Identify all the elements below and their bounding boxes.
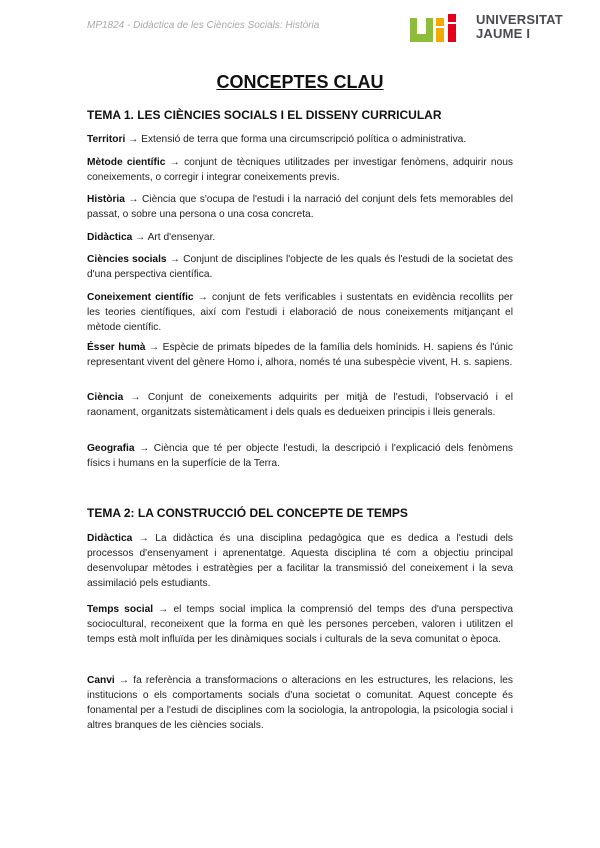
definition: conjunt de fets verificables i sustentats en evidència recollits per les teories científiques, així com l'estudi i elaboració de nous coneixements mitjançant el mètode científic. — [87, 292, 513, 333]
entry-esser-huma — [87, 340, 513, 370]
arrow: → — [125, 134, 142, 145]
entry-geografia — [87, 441, 513, 471]
arrow: → — [193, 292, 213, 303]
entry-temps-social — [87, 602, 513, 647]
term: Ciències socials — [87, 254, 167, 265]
term: Didàctica — [87, 533, 133, 544]
entry-territori — [87, 132, 513, 147]
definition: Ciència que té per objecte l'estudi, la descripció i l'explicació dels fenòmens físics i humans en la superfície de la Terra. — [87, 443, 513, 469]
entry-canvi — [87, 673, 513, 733]
arrow: → — [123, 392, 148, 403]
arrow: → — [165, 157, 185, 168]
entry-didactica — [87, 230, 513, 245]
definition: conjunt de tècniques utilitzades per investigar fenòmens, adquirir nous coneixements, o corregir i integrar coneixements previs. — [87, 157, 513, 183]
term: Territori — [87, 134, 126, 145]
arrow: → — [124, 194, 142, 205]
arrow: → — [134, 443, 154, 454]
logo-line-1: UNIVERSITAT — [476, 12, 563, 27]
section-title-tema-2: TEMA 2: LA CONSTRUCCIÓ DEL CONCEPTE DE TEMPS — [87, 506, 408, 520]
term: Ciència — [87, 392, 124, 403]
term: Canvi — [87, 675, 115, 686]
term: Didàctica — [87, 232, 133, 243]
definition: Conjunt de disciplines l'objecte de les quals és l'estudi de la societat des d'una perspectiva científica. — [87, 254, 513, 280]
logo-line-2: JAUME I — [476, 26, 531, 41]
uji-logo-icon — [410, 14, 466, 42]
entry-metode-cientific — [87, 155, 513, 185]
university-logo — [410, 13, 580, 43]
definition: La didàctica és una disciplina pedagògica que es dedica a l'estudi dels processos d'ensenyament i aprenentatge. Aquesta disciplina té com a objectiu principal desenvolupar mètodes i estratègies per a facilitar la transmissió del coneixement i la seva assimilació pels estudiants. — [87, 533, 513, 589]
definition: Extensió de terra que forma una circumscripció política o administrativa. — [141, 134, 467, 145]
arrow: → — [114, 675, 134, 686]
definition: fa referència a transformacions o alteracions en les estructures, les relacions, les institucions o els comportaments socials d'una societat o comunitat. Aquest concepte és fonamental per a l'estudi de disciplines com la sociologia, la antropologia, la psicologia social i altres branques de les ciències socials. — [87, 675, 513, 731]
term: Temps social — [87, 604, 154, 615]
arrow: → — [132, 533, 156, 544]
arrow: → — [145, 342, 163, 353]
entry-ciencia — [87, 390, 513, 420]
term: Geografia — [87, 443, 135, 454]
definition: Ciència que s'ocupa de l'estudi i la narració del conjunt dels fets memorables del passat, o sobre una persona o una cosa concreta. — [87, 194, 513, 220]
entry-ciencies-socials — [87, 252, 513, 282]
definition: Espècie de primats bípedes de la família dels homínids. H. sapiens és l'únic representant vivent del gènere Homo i, alhora, només té una subespècie vivent, H. s. sapiens. — [87, 342, 513, 368]
term: Història — [87, 194, 125, 205]
term: Ésser humà — [87, 342, 146, 353]
entry-coneixement-cientific — [87, 290, 513, 335]
arrow: → — [132, 232, 148, 243]
term: Mètode científic — [87, 157, 166, 168]
definition: el temps social implica la comprensió del temps des d'una perspectiva sociocultural, reconeixent que la forma en què les persones perceben, valoren i utilitzen el temps està molt influïda per les dinàmiques socials i culturals de la seva comunitat o època. — [87, 604, 514, 645]
definition: Art d'ensenyar. — [147, 232, 216, 243]
definition: Conjunt de coneixements adquirits per mitjà de l'estudi, l'observació i el raonament, organitzats sistemàticament i dels quals es dedueixen principis i lleis generals. — [87, 392, 513, 418]
entry-historia — [87, 192, 513, 222]
entry-didactica-2 — [87, 531, 513, 591]
page-title: CONCEPTES CLAU — [216, 72, 384, 92]
section-title-tema-1: TEMA 1. LES CIÈNCIES SOCIALS I EL DISSENY CURRICULAR — [87, 108, 442, 122]
course-header: MP1824 - Didàctica de les Ciències Socials: Història — [87, 20, 320, 31]
arrow: → — [166, 254, 184, 265]
term: Coneixement científic — [87, 292, 194, 303]
arrow: → — [153, 604, 174, 615]
